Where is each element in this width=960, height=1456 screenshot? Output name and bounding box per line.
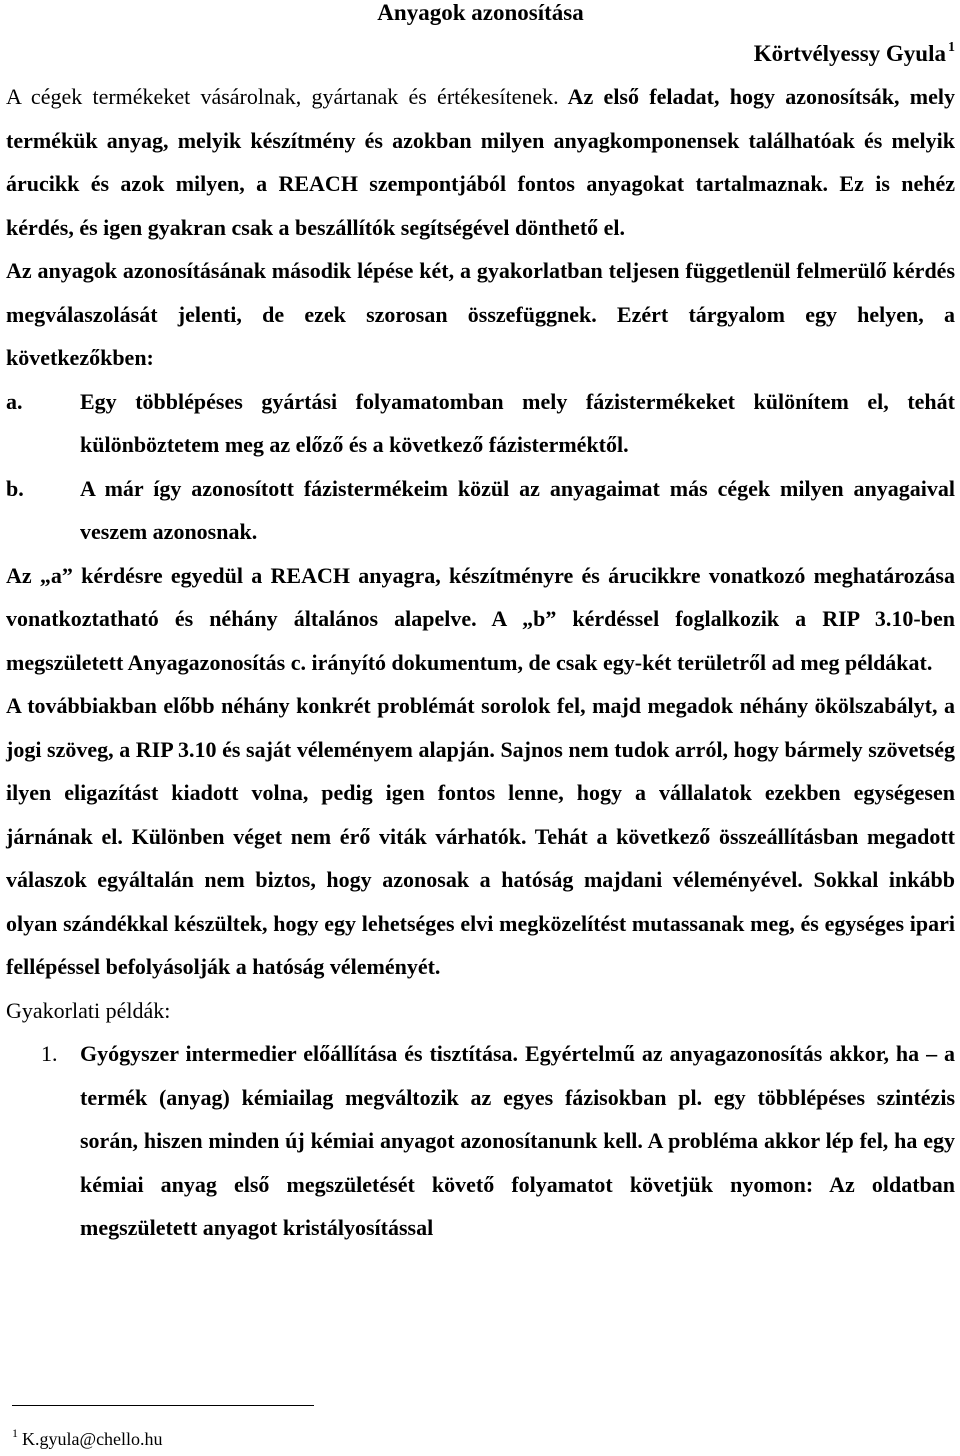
- list-text-b: A már így azonosított fázistermékeim közül az anyagaimat más cégek milyen anyagaival veszem azonosnak.: [80, 475, 955, 544]
- footnote-email-link[interactable]: K.gyula@chello.hu: [22, 1429, 163, 1449]
- footnote-number: 1: [12, 1426, 18, 1440]
- document-title: Anyagok azonosítása: [377, 0, 584, 25]
- examples-heading: Gyakorlati példák:: [6, 997, 171, 1023]
- list-marker-a: a.: [6, 388, 23, 414]
- footnote-divider: [12, 1405, 314, 1406]
- example-marker-1: 1.: [41, 1041, 58, 1066]
- document-body: [6, 75, 955, 1250]
- intro-bold-text: Az első feladat, hogy azonosítsák, mely termékük anyag, melyik készítmény és azokban milyen anyagkomponensek találhatóak és melyik árucikk és azok milyen, a REACH szempontjából fontos anyagokat tartalmaznak.: [6, 84, 955, 196]
- author-name: Körtvélyessy Gyula: [753, 41, 946, 66]
- example-item-1: [6, 1032, 955, 1250]
- list-marker-b: b.: [6, 475, 24, 501]
- author-line: [754, 41, 955, 67]
- paragraph-reach-definition: Az „a” kérdésre egyedül a REACH anyagra, készítményre és árucikkre vonatkozó meghatározása vonatkoztatható és néhány általános alapelve. A „b” kérdéssel foglalkozik a RIP 3.10-ben megszületett Anyagazonosítás c. irányító dokumentum, de csak egy-két területről ad meg példákat.: [6, 562, 955, 675]
- footnote: [12, 1428, 163, 1450]
- intro-bold-tail: Ez is nehéz kérdés, és igen gyakran csak a beszállítók segítségével dönthető el.: [6, 171, 955, 240]
- paragraph-intro: [6, 75, 955, 249]
- list-item-b: [6, 467, 955, 554]
- footnote-reference[interactable]: 1: [948, 40, 955, 55]
- intro-sentence: A cégek termékeket vásárolnak, gyártanak és értékesítenek.: [6, 84, 559, 109]
- list-item-a: [6, 380, 955, 467]
- list-text-a: Egy többlépéses gyártási folyamatomban mely fázistermékeket különítem el, tehát különböztetem meg az előző és a következő fázisterméktől.: [80, 388, 955, 457]
- paragraph-further-problems: A továbbiakban előbb néhány konkrét problémát sorolok fel, majd megadok néhány ökölszabályt, a jogi szöveg, a RIP 3.10 és saját véleményem alapján. Sajnos nem tudok arról, hogy bármely szövetség ilyen eligazítást kiadott volna, pedig igen fontos lenne, hogy a vállalatok ezekben egységesen járnának el. Különben véget nem érő viták várhatók. Tehát a következő összeállításban megadott válaszok egyáltalán nem biztos, hogy azonosak a hatóság majdani véleményével. Sokkal inkább olyan szándékkal készültek, hogy egy lehetséges elvi megközelítést mutassanak meg, és egységes ipari fellépéssel befolyásolják a hatóság véleményét.: [6, 693, 955, 979]
- paragraph-second-step: Az anyagok azonosításának második lépése két, a gyakorlatban teljesen függetlenül felmerülő kérdés megválaszolását jelenti, de ezek szorosan összefüggnek. Ezért tárgyalom egy helyen, a következőkben:: [6, 258, 955, 370]
- example-text-1: Gyógyszer intermedier előállítása és tisztítása. Egyértelmű az anyagazonosítás akkor, ha – a termék (anyag) kémiailag megváltozik az egyes fázisokban pl. egy többlépéses szintézis során, hiszen minden új kémiai anyagot azonosítanunk kell. A probléma akkor lép fel, ha egy kémiai anyag első megszületését követő folyamatot követjük nyomon: Az oldatban megszületett anyagot kristályosítással: [80, 1041, 955, 1240]
